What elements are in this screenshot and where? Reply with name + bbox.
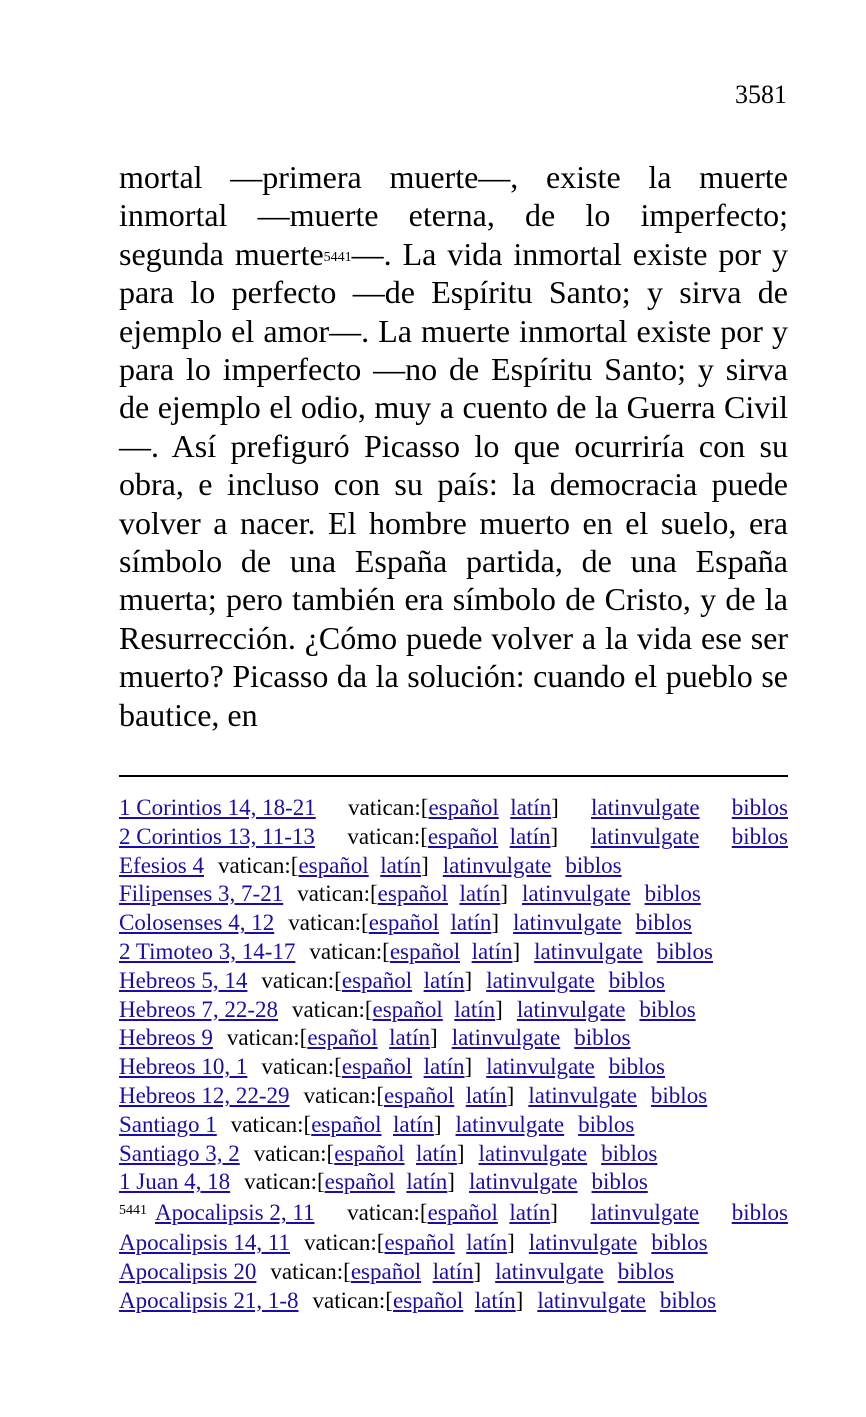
- biblos-link[interactable]: biblos: [578, 1111, 635, 1137]
- latinvulgate-link[interactable]: latinvulgate: [528, 1230, 638, 1256]
- footnote-line: [119, 1258, 788, 1287]
- biblos-link[interactable]: biblos: [601, 1140, 658, 1166]
- latinvulgate-link[interactable]: latinvulgate: [590, 1200, 700, 1226]
- latinvulgate-link[interactable]: latinvulgate: [522, 881, 631, 907]
- body-paragraph: [119, 158, 788, 734]
- bracket-close: ]: [456, 1140, 465, 1166]
- latinvulgate-link[interactable]: latinvulgate: [516, 996, 626, 1022]
- biblos-link[interactable]: biblos: [731, 1200, 788, 1226]
- footnote-line: [119, 1024, 788, 1053]
- scripture-ref-link[interactable]: 1 Corintios 14, 18-21: [119, 795, 316, 820]
- bracket-close: ]: [464, 967, 473, 993]
- vatican-label: vatican:[: [304, 1230, 385, 1256]
- bracket-close: ]: [512, 938, 521, 964]
- vatican-label: vatican:[: [347, 795, 429, 820]
- scripture-ref-link[interactable]: Apocalipsis 2, 11: [155, 1200, 315, 1226]
- bracket-close: ]: [551, 795, 559, 820]
- espanol-link[interactable]: español: [368, 910, 439, 936]
- footnotes: [119, 794, 788, 1316]
- espanol-link[interactable]: español: [298, 852, 369, 878]
- vatican-label: vatican:[: [261, 1054, 342, 1080]
- biblos-link[interactable]: biblos: [651, 1230, 708, 1256]
- espanol-link[interactable]: español: [307, 1025, 378, 1051]
- footnote-line: [119, 1229, 788, 1258]
- latinvulgate-link[interactable]: latinvulgate: [528, 1082, 637, 1108]
- biblos-link[interactable]: biblos: [659, 1287, 717, 1313]
- espanol-link[interactable]: español: [311, 1111, 382, 1137]
- latinvulgate-link[interactable]: latinvulgate: [486, 1054, 595, 1080]
- scripture-ref-link[interactable]: Hebreos 12, 22-29: [119, 1082, 290, 1108]
- footnote-line: [119, 794, 788, 823]
- footnote-marker: 5441: [119, 1203, 147, 1219]
- latin-link[interactable]: latín: [423, 1054, 465, 1080]
- bracket-close: ]: [433, 1111, 442, 1137]
- biblos-link[interactable]: biblos: [591, 1169, 648, 1195]
- scripture-ref-link[interactable]: 2 Timoteo 3, 14-17: [119, 938, 296, 964]
- vatican-label: vatican:[: [297, 881, 378, 907]
- bracket-close: ]: [464, 1054, 473, 1080]
- latin-link[interactable]: latín: [423, 967, 465, 993]
- scripture-ref-link[interactable]: Hebreos 9: [119, 1025, 213, 1051]
- body-text: [119, 158, 788, 734]
- biblos-link[interactable]: biblos: [656, 938, 713, 964]
- vatican-label: vatican:[: [253, 1140, 335, 1166]
- latin-link[interactable]: latín: [509, 1200, 551, 1226]
- latin-link[interactable]: latín: [465, 1082, 507, 1108]
- bracket-close: ]: [507, 1230, 515, 1256]
- vatican-label: vatican:[: [347, 823, 428, 849]
- footnote-line: [119, 938, 788, 967]
- espanol-link[interactable]: español: [372, 996, 443, 1022]
- bracket-close: ]: [430, 1025, 438, 1051]
- footnote-line: [119, 996, 788, 1025]
- footnote-line: [119, 880, 788, 909]
- biblos-link[interactable]: biblos: [617, 1258, 674, 1284]
- espanol-link[interactable]: español: [384, 1082, 455, 1108]
- footnote-divider: [119, 775, 788, 777]
- espanol-link[interactable]: español: [427, 1200, 498, 1226]
- vatican-label: vatican:[: [217, 852, 299, 878]
- vatican-label: vatican:[: [270, 1258, 351, 1284]
- vatican-label: vatican:[: [288, 910, 369, 936]
- espanol-link[interactable]: español: [384, 1230, 455, 1256]
- latin-link[interactable]: latín: [392, 1111, 434, 1137]
- bracket-close: ]: [515, 1287, 524, 1313]
- vatican-label: vatican:[: [230, 1111, 312, 1137]
- footnote-line: [119, 1053, 788, 1082]
- latin-link[interactable]: latín: [454, 996, 496, 1022]
- bracket-close: ]: [495, 996, 503, 1022]
- latin-link[interactable]: latín: [474, 1287, 516, 1313]
- scripture-ref-link[interactable]: Hebreos 7, 22-28: [119, 996, 279, 1022]
- espanol-link[interactable]: español: [377, 881, 448, 907]
- footnote-line: [119, 1287, 788, 1316]
- biblos-link[interactable]: biblos: [650, 1082, 708, 1108]
- vatican-label: vatican:[: [261, 967, 342, 993]
- vatican-label: vatican:[: [347, 1200, 428, 1226]
- footnote-line: [119, 1168, 788, 1197]
- footnote-line: [119, 1111, 788, 1140]
- scripture-ref-link[interactable]: Filipenses 3, 7-21: [119, 881, 284, 907]
- biblos-link[interactable]: biblos: [635, 910, 692, 936]
- bracket-close: ]: [550, 1200, 558, 1226]
- biblos-link[interactable]: biblos: [608, 1054, 665, 1080]
- espanol-link[interactable]: español: [428, 795, 499, 820]
- latinvulgate-link[interactable]: latinvulgate: [590, 823, 700, 849]
- vatican-label: vatican:[: [226, 1025, 308, 1051]
- espanol-link[interactable]: español: [392, 1287, 464, 1313]
- biblos-link[interactable]: biblos: [644, 881, 701, 907]
- latin-link[interactable]: latín: [471, 938, 513, 964]
- latinvulgate-link[interactable]: latinvulgate: [455, 1111, 565, 1137]
- latin-link[interactable]: latín: [389, 1025, 431, 1051]
- latinvulgate-link[interactable]: latinvulgate: [590, 795, 700, 820]
- espanol-link[interactable]: español: [341, 967, 413, 993]
- footnote-line: [119, 1140, 788, 1169]
- scripture-ref-link[interactable]: 1 Juan 4, 18: [119, 1169, 231, 1195]
- latinvulgate-link[interactable]: latinvulgate: [451, 1025, 561, 1051]
- latin-link[interactable]: latín: [466, 1230, 508, 1256]
- scripture-ref-link[interactable]: 2 Corintios 13, 11-13: [119, 823, 315, 849]
- biblos-link[interactable]: biblos: [565, 852, 622, 878]
- bracket-close: ]: [421, 852, 429, 878]
- latin-link[interactable]: latín: [432, 1258, 474, 1284]
- biblos-link[interactable]: biblos: [731, 823, 788, 849]
- scripture-ref-link[interactable]: Efesios 4: [119, 852, 204, 878]
- latinvulgate-link[interactable]: latinvulgate: [478, 1140, 588, 1166]
- footnote-line: [119, 909, 788, 938]
- body-text-part-2: —. La vida inmortal existe por y para lo perfecto —de Espíritu Santo; y sirva de ejemplo el amor—. La muerte inmortal existe por y para lo imperfecto —no de Espíritu Santo; y sirva de ejemplo el odio, muy a cuento de la Guerra Civil—. Así prefiguró Picasso lo que ocurriría con su obra, e incluso con su país: la democracia puede volver a nacer. El hombre muerto en el suelo, era símbolo de una España partida, de una España muerta; pero también era símbolo de Cristo, y de la Resurrección. ¿Cómo puede volver a la vida ese ser muerto? Picasso da la solución: cuando el pueblo se bautice, en: [119, 235, 789, 733]
- latin-link[interactable]: latín: [510, 795, 552, 820]
- bracket-close: ]: [550, 823, 559, 849]
- latinvulgate-link[interactable]: latinvulgate: [486, 967, 595, 993]
- latin-link[interactable]: latín: [509, 823, 551, 849]
- latin-link[interactable]: latín: [406, 1169, 448, 1195]
- espanol-link[interactable]: español: [427, 823, 499, 849]
- bracket-close: ]: [447, 1169, 455, 1195]
- vatican-label: vatican:[: [312, 1287, 393, 1313]
- latin-link[interactable]: latín: [380, 852, 422, 878]
- espanol-link[interactable]: español: [389, 938, 461, 964]
- scripture-ref-link[interactable]: Hebreos 10, 1: [119, 1054, 248, 1080]
- bracket-close: ]: [491, 910, 500, 936]
- scripture-ref-link[interactable]: Santiago 3, 2: [119, 1140, 240, 1166]
- scripture-ref-link[interactable]: Apocalipsis 20: [119, 1258, 257, 1284]
- latinvulgate-link[interactable]: latinvulgate: [513, 910, 622, 936]
- bracket-close: ]: [500, 881, 508, 907]
- bracket-close: ]: [506, 1082, 515, 1108]
- page-number: 3581: [735, 80, 787, 109]
- vatican-label: vatican:[: [303, 1082, 385, 1108]
- espanol-link[interactable]: español: [334, 1140, 405, 1166]
- espanol-link[interactable]: español: [350, 1258, 422, 1284]
- latinvulgate-link[interactable]: latinvulgate: [495, 1258, 604, 1284]
- vatican-label: vatican:[: [244, 1169, 325, 1195]
- body-text-part-1: mortal —primera muerte—, existe la muerte inmortal —muerte eterna, de lo imperfecto; segunda muerte: [119, 159, 788, 272]
- latinvulgate-link[interactable]: latinvulgate: [468, 1169, 578, 1195]
- vatican-label: vatican:[: [292, 996, 373, 1022]
- scripture-ref-link[interactable]: Santiago 1: [119, 1111, 217, 1137]
- scripture-ref-link[interactable]: Apocalipsis 14, 11: [119, 1230, 290, 1256]
- footnote-line: [119, 967, 788, 996]
- footnote-line: [119, 823, 788, 852]
- biblos-link[interactable]: biblos: [731, 795, 788, 820]
- biblos-link[interactable]: biblos: [608, 967, 665, 993]
- footnote-line: [119, 1082, 788, 1111]
- vatican-label: vatican:[: [309, 938, 390, 964]
- footnote-reference[interactable]: 5441: [323, 249, 352, 265]
- footnote-line: [119, 852, 788, 881]
- espanol-link[interactable]: español: [341, 1054, 413, 1080]
- latin-link[interactable]: latín: [450, 910, 492, 936]
- latinvulgate-link[interactable]: latinvulgate: [534, 938, 643, 964]
- espanol-link[interactable]: español: [324, 1169, 395, 1195]
- latinvulgate-link[interactable]: latinvulgate: [442, 852, 552, 878]
- scripture-ref-link[interactable]: Colosenses 4, 12: [119, 910, 275, 936]
- scripture-ref-link[interactable]: Hebreos 5, 14: [119, 967, 248, 993]
- latin-link[interactable]: latín: [415, 1140, 457, 1166]
- biblos-link[interactable]: biblos: [574, 1025, 631, 1051]
- footnote-line: [119, 1197, 788, 1229]
- biblos-link[interactable]: biblos: [639, 996, 696, 1022]
- bracket-close: ]: [473, 1258, 482, 1284]
- latin-link[interactable]: latín: [459, 881, 501, 907]
- scripture-ref-link[interactable]: Apocalipsis 21, 1-8: [119, 1287, 299, 1313]
- latinvulgate-link[interactable]: latinvulgate: [537, 1287, 646, 1313]
